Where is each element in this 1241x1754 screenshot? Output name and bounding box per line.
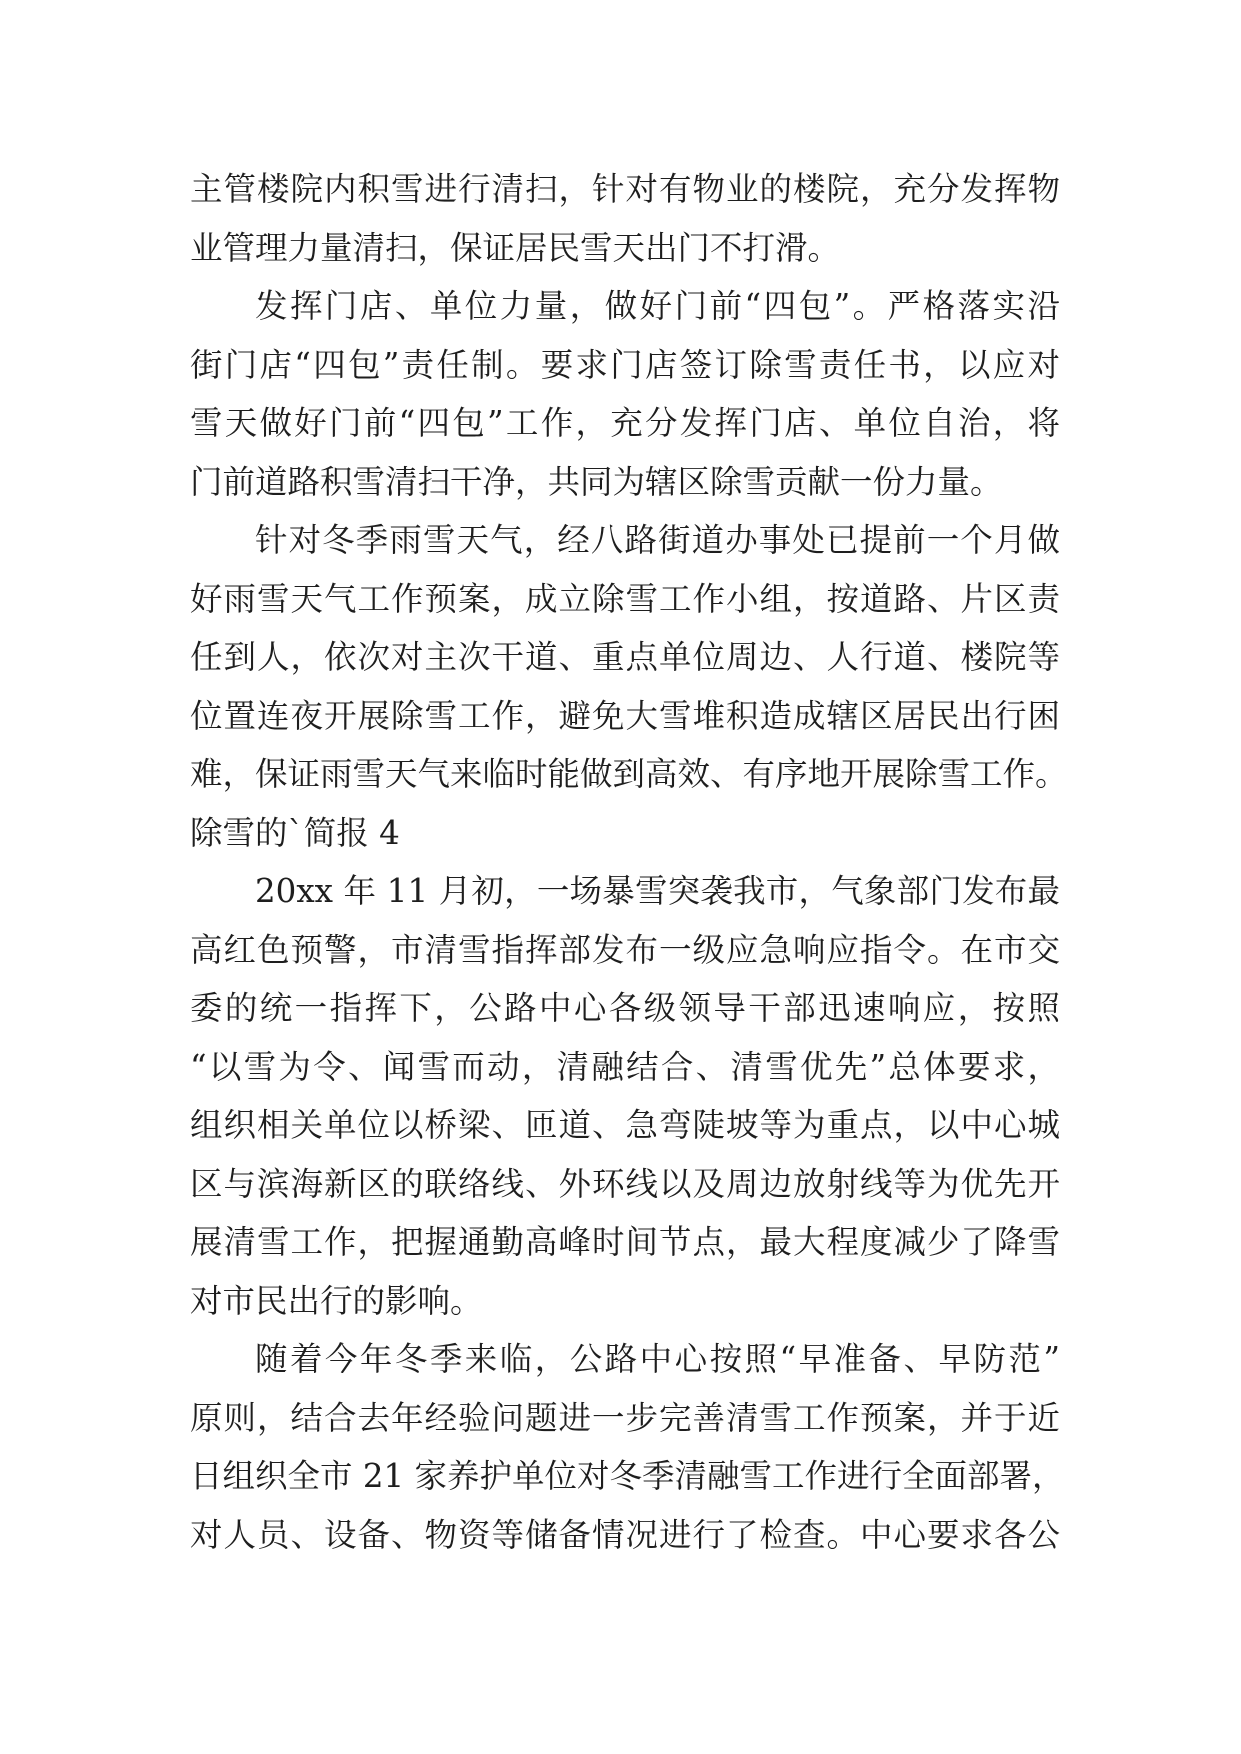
text-line: 难，保证雨雪天气来临时能做到高效、有序地开展除雪工作。 <box>190 755 1068 793</box>
text-line: 任到人，依次对主次干道、重点单位周边、人行道、楼院等 <box>190 638 1060 676</box>
text-line: 位置连夜开展除雪工作，避免大雪堆积造成辖区居民出行困 <box>190 696 1060 735</box>
text-line: 对人员、设备、物资等储备情况进行了检查。中心要求各公 <box>190 1515 1060 1554</box>
text-line: 随着今年冬季来临，公路中心按照“早准备、早防范” <box>255 1340 1060 1378</box>
text-line: 展清雪工作，把握通勤高峰时间节点，最大程度减少了降雪 <box>190 1223 1060 1261</box>
text-line: 高红色预警，市清雪指挥部发布一级应急响应指令。在市交 <box>190 930 1060 969</box>
text-line: “以雪为令、闻雪而动，清融结合、清雪优先”总体要求， <box>190 1047 1060 1086</box>
text-line: 主管楼院内积雪进行清扫，针对有物业的楼院，充分发挥物 <box>190 170 1060 208</box>
text-line: 业管理力量清扫，保证居民雪天出门不打滑。 <box>190 228 841 267</box>
text-line: 街门店“四包”责任制。要求门店签订除雪责任书，以应对 <box>190 345 1060 384</box>
text-line: 针对冬季雨雪天气，经八路街道办事处已提前一个月做 <box>255 521 1060 559</box>
text-line: 20xx 年 11 月初，一场暴雪突袭我市，气象部门发布最 <box>255 872 1060 910</box>
text-line: 好雨雪天气工作预案，成立除雪工作小组，按道路、片区责 <box>190 579 1060 618</box>
text-line: 雪天做好门前“四包”工作，充分发挥门店、单位自治，将 <box>190 404 1060 442</box>
text-line: 门前道路积雪清扫干净，共同为辖区除雪贡献一份力量。 <box>190 462 1003 501</box>
text-line: 原则，结合去年经验问题进一步完善清雪工作预案，并于近 <box>190 1398 1060 1437</box>
text-line: 区与滨海新区的联络线、外环线以及周边放射线等为优先开 <box>190 1164 1060 1203</box>
document-body <box>190 160 1068 1564</box>
text-line: 组织相关单位以桥梁、匝道、急弯陡坡等为重点，以中心城 <box>190 1106 1060 1144</box>
text-line: 除雪的`简报 4 <box>190 813 400 852</box>
text-line: 发挥门店、单位力量，做好门前“四包”。严格落实沿 <box>255 287 1060 325</box>
text-line: 日组织全市 21 家养护单位对冬季清融雪工作进行全面部署， <box>190 1457 1065 1495</box>
text-line: 对市民出行的影响。 <box>190 1281 483 1320</box>
text-line: 委的统一指挥下，公路中心各级领导干部迅速响应，按照 <box>190 989 1060 1027</box>
